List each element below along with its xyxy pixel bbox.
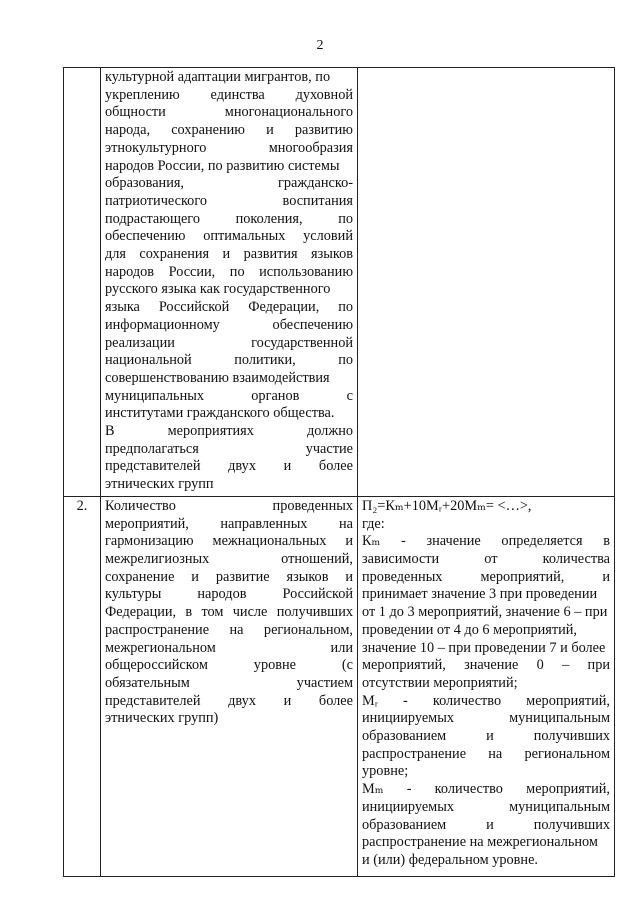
description-line: мероприятий, направленных на (105, 515, 353, 532)
formula-line: отсутствии мероприятий; (362, 674, 518, 691)
formula-line: где: (362, 515, 385, 532)
description-line: Федерации, в том числе получивших (105, 604, 353, 621)
description-line: общероссийском уровне (с (105, 657, 353, 674)
description-line: этнических групп) (105, 710, 219, 727)
description-line: общности многонационального (105, 104, 353, 121)
formula-line: распространение на межрегиональном (362, 834, 598, 851)
description-line: институтами гражданского общества. (105, 405, 335, 422)
calculation-method (358, 68, 615, 497)
description-line: распространение на региональном, (105, 621, 353, 638)
formula-line: распространение на региональном (362, 745, 610, 762)
description-line: этнических групп (105, 476, 214, 493)
formula-head: П₂=Кₘ+10Мᵣ+20Мₘ= <…>, (362, 497, 532, 514)
description-line: культурной адаптации мигрантов, по (105, 69, 331, 85)
page-number: 2 (316, 38, 324, 53)
description-line: подрастающего поколения, по (105, 210, 353, 227)
description-line: сохранение и развитие языков и (105, 568, 353, 585)
description-line: народа, сохранению и развитию (105, 122, 353, 139)
indicators-table (63, 67, 615, 877)
description-line: совершенствованию взаимодействия (105, 369, 330, 386)
description-line: муниципальных органов с (105, 387, 353, 404)
formula-line: проведенных мероприятий, и (362, 568, 610, 585)
formula-line: образованием и получивших (362, 728, 610, 745)
table-row (64, 68, 615, 497)
description-line: образования, гражданско- (105, 175, 353, 192)
formula-line: мероприятий, значение 0 – при (362, 657, 610, 674)
description-line: народов России, по развитию системы (105, 157, 340, 174)
description-line: В мероприятиях должно (105, 423, 353, 440)
formula-line: от 1 до 3 мероприятий, значение 6 – при (362, 604, 608, 621)
formula-line: принимает значение 3 при проведении (362, 586, 598, 603)
description-line: обязательным участием (105, 674, 353, 691)
formula-line: проведении от 4 до 6 мероприятий, (362, 621, 577, 638)
formula-line: образованием и получивших (362, 816, 610, 833)
indicator-description (101, 68, 358, 497)
description-line: представителей двух и более (105, 692, 353, 709)
formula-line: Кₘ - значение определяется в (362, 533, 610, 550)
formula-line: Мₘ - количество мероприятий, (362, 781, 610, 798)
description-line: информационному обеспечению (105, 316, 353, 333)
description-line: предполагаться участие (105, 440, 353, 457)
description-line: русского языка как государственного (105, 281, 331, 298)
formula-line: инициируемых муниципальным (362, 710, 610, 727)
row-number: 2. (64, 496, 101, 876)
formula-line: Мᵣ - количество мероприятий, (362, 692, 610, 709)
description-line: языка Российской Федерации, по (105, 299, 353, 316)
description-line: этнокультурного многообразия (105, 139, 353, 156)
calculation-method (358, 496, 615, 876)
formula-line: инициируемых муниципальным (362, 798, 610, 815)
row-number (64, 68, 101, 497)
description-line: реализации государственной (105, 334, 353, 351)
description-line: укреплению единства духовной (105, 86, 353, 103)
formula-line: значение 10 – при проведении 7 и более (362, 639, 606, 656)
description-line: для сохранения и развития языков (105, 246, 353, 263)
description-line: Количество проведенных (105, 497, 353, 514)
table-row (64, 496, 615, 876)
description-line: представителей двух и более (105, 458, 353, 475)
description-line: гармонизацию межнациональных и (105, 533, 353, 550)
description-line: национальной политики, по (105, 352, 353, 369)
description-line: культуры народов Российской (105, 586, 353, 603)
description-line: обеспечению оптимальных условий (105, 228, 353, 245)
formula-line: уровне; (362, 763, 409, 780)
indicator-description (101, 496, 358, 876)
formula-line: зависимости от количества (362, 550, 610, 567)
description-line: народов России, по использованию (105, 263, 353, 280)
description-line: патриотического воспитания (105, 192, 353, 209)
description-line: межрелигиозных отношений, (105, 550, 353, 567)
formula-line: и (или) федеральном уровне. (362, 851, 538, 868)
description-line: межрегиональном или (105, 639, 353, 656)
